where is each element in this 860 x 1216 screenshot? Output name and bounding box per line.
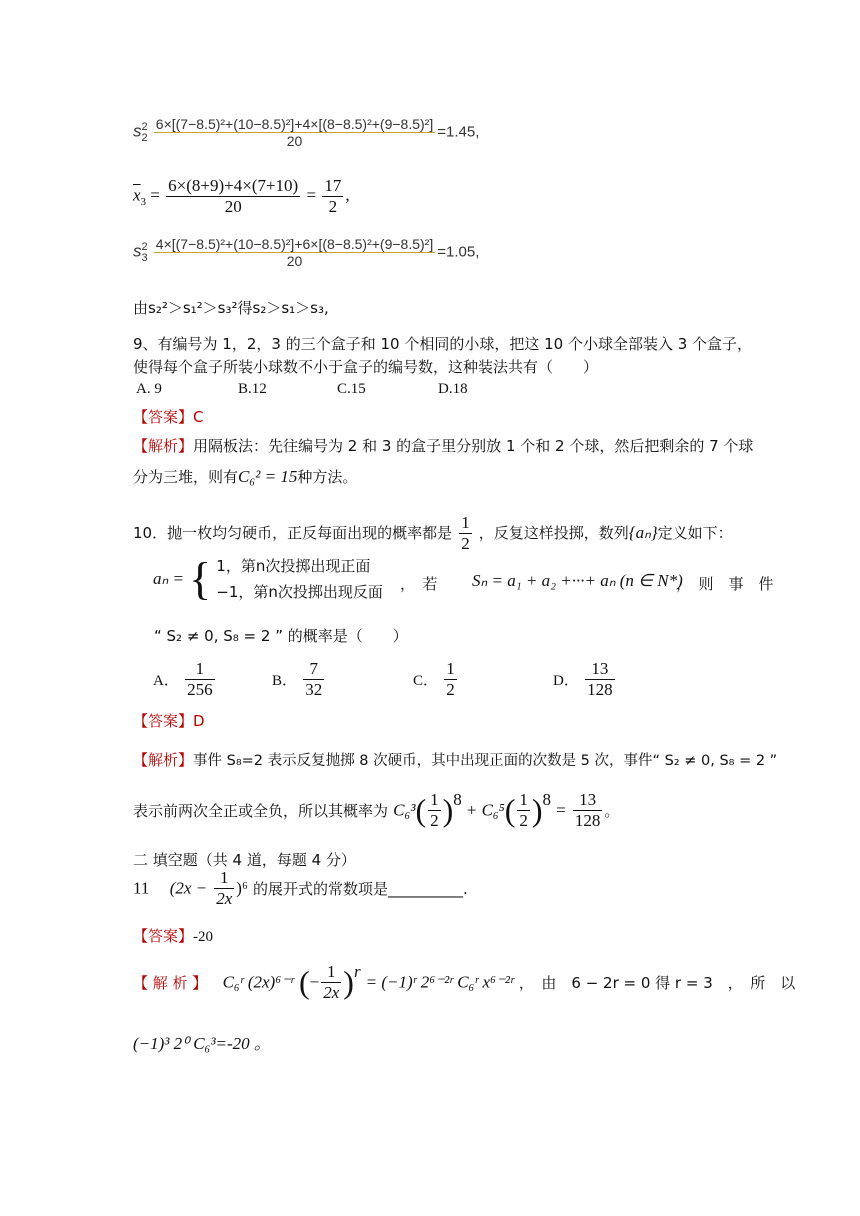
- variance-conclusion: 由s₂²＞s₁²＞s₃²得s₂＞s₁＞s₃,: [133, 299, 329, 317]
- x3-numerator: 6×(8+9)+4×(7+10): [168, 176, 299, 195]
- q11-question: 11 (2x − $\frac{1}{2x}$ )⁶ 的展开式的常数项是__________.: [133, 868, 468, 908]
- q10-answer: 【答案】D: [133, 712, 205, 730]
- mean-x3-equation: $\overline{x}_3$ = $\frac{6\times(8+9)+4\times(7+10)}{20}$ = $\frac{17}{2}$ ,: [133, 176, 350, 216]
- q9-analysis-line1: 【解析】用隔板法：先往编号为 2 和 3 的盒子里分别放 1 个和 2 个球，然后把剩余的 7 个球: [133, 437, 754, 455]
- q10-option-b: B． $\frac{7}{32}$: [272, 659, 323, 699]
- q9-answer: 【答案】C: [133, 408, 204, 426]
- s2-denominator: 20: [154, 132, 435, 149]
- variance-s3-equation: s 2 3 $\frac{\text{4×[(7−8.5)²+(10−8.5)²]+6×[(8−8.5)²+(9−8.5)²]}}{20}$ =1.05,: [133, 236, 480, 269]
- s3-denominator: 20: [154, 252, 435, 269]
- s2-result: =1.45,: [437, 123, 480, 141]
- q9-line1: 9、有编号为 1，2，3 的三个盒子和 10 个相同的小球，把这 10 个小球全部装入 3 个盒子，: [133, 335, 753, 353]
- q10-if-text: ， 若: [400, 575, 438, 593]
- q10-analysis-line1: 【解析】事件 S₈=2 表示反复抛掷 8 次硬币，其中出现正面的次数是 5 次，事件“ S₂ ≠ 0, S₈ = 2 ”: [133, 751, 778, 769]
- q10-analysis-line2: 表示前两次全正或全负，所以其概率为 C₆³( $\frac{1}{2}$ )$^8$ + C₆⁵( $\frac{1}{2}$ )$^8$ = $\frac{13}{128}$ 。: [133, 790, 620, 830]
- q9-line2: 使得每个盒子所装小球数不小于盒子的编号数，这种装法共有（ ）: [133, 358, 599, 376]
- q10-option-d: D． $\frac{13}{128}$: [553, 659, 613, 699]
- q10-option-c: C． $\frac{1}{2}$: [413, 659, 455, 699]
- q9-option-a: A. 9: [136, 381, 162, 397]
- q11-analysis-line1: 【 解 析 】 C₆ʳ (2x)⁶⁻ʳ (− $\frac{1}{2x}$ )$^r$ = (−1)ʳ 2⁶⁻²ʳ C₆ʳ x⁶⁻²ʳ ， 由 6 − 2r = 0 得 r = 3 ， 所 以: [133, 962, 796, 1002]
- variance-s2-equation: s 2 2 $\frac{\text{6×[(7−8.5)²+(10−8.5)²]+4×[(8−8.5)²+(9−8.5)²]}}{20}$ =1.45,: [133, 116, 480, 149]
- q9-option-c: C.15: [337, 381, 366, 397]
- q9-option-d: D.18: [438, 381, 468, 397]
- q10-piecewise: aₙ = { 1，第n次投掷出现正面 −1，第n次投掷出现反面: [153, 553, 383, 604]
- q9-analysis-line2: 分为三堆，则有C₆² = 15种方法。: [133, 467, 358, 486]
- q10-line1: 10．抛一枚均匀硬币，正反每面出现的概率都是 $\frac{1}{2}$ ，反复这样投掷，数列{aₙ}定义如下：: [133, 513, 733, 553]
- q11-analysis-line2: (−1)³ 2⁰ C₆³=-20 。: [133, 1034, 271, 1053]
- section-fill-in-title: 二 填空题（共 4 道，每题 4 分）: [133, 851, 356, 869]
- q11-answer: 【答案】-20: [133, 927, 214, 945]
- q10-sn-definition: Sₙ = a₁ + a₂ +···+ aₙ (n ∈ N*): [472, 571, 683, 590]
- s3-result: =1.05,: [437, 243, 480, 261]
- q10-case-heads: 1，第n次投掷出现正面: [216, 557, 371, 575]
- x3-denominator: 20: [166, 196, 300, 217]
- q10-option-a: A． $\frac{1}{256}$: [153, 659, 213, 699]
- q10-case-tails: −1，第n次投掷出现反面: [216, 583, 383, 601]
- q10-then-text: ， 则 事 件: [676, 575, 774, 593]
- q9-option-b: B.12: [238, 381, 267, 397]
- q10-event: “ S₂ ≠ 0, S₈ = 2 ” 的概率是（ ）: [154, 627, 408, 645]
- s3-numerator: 4×[(7−8.5)²+(10−8.5)²]+6×[(8−8.5)²+(9−8.5)²]: [155, 236, 434, 252]
- s2-numerator: 6×[(7−8.5)²+(10−8.5)²]+4×[(8−8.5)²+(9−8.5)²]: [155, 116, 434, 132]
